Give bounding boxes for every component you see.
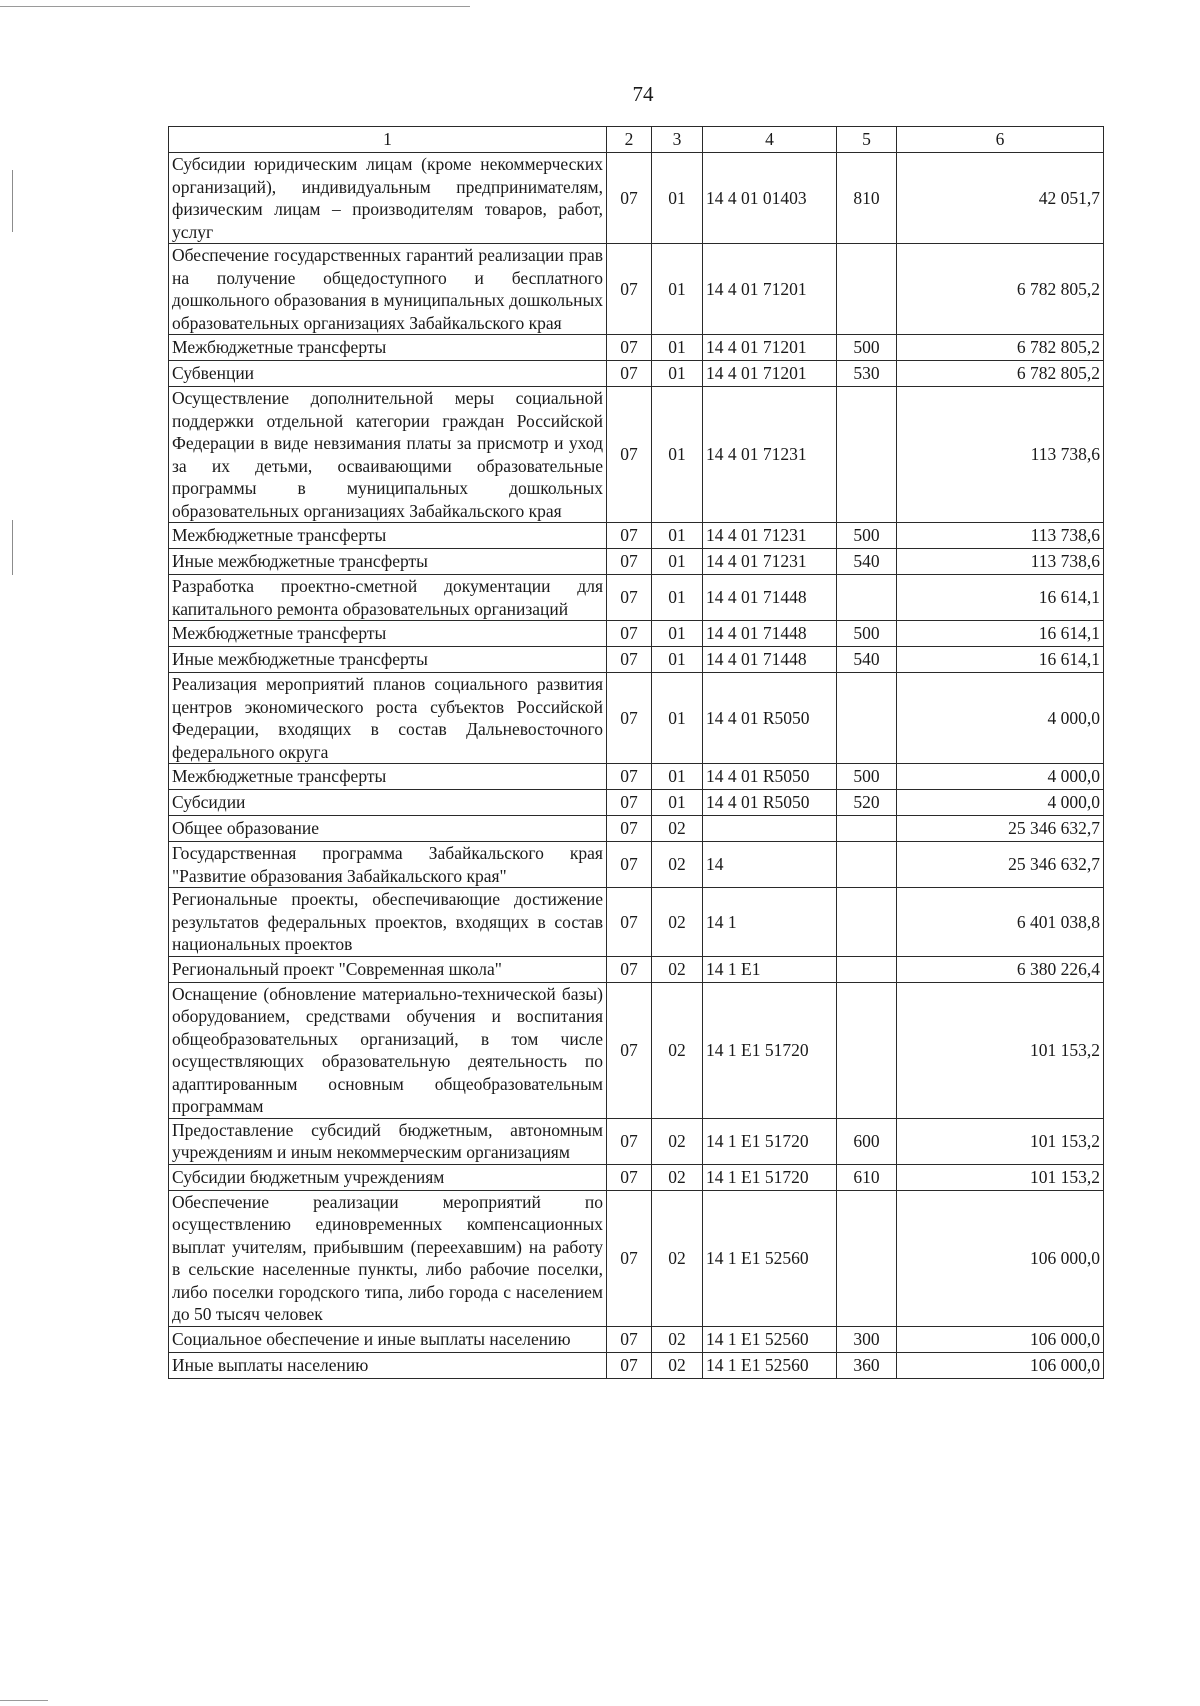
target-article-code: 14 1 E1 51720	[703, 1118, 837, 1164]
section-code: 07	[607, 888, 652, 957]
table-body	[169, 153, 1104, 1379]
expense-type-code	[837, 1190, 897, 1326]
expense-type-code	[837, 575, 897, 621]
subsection-code: 01	[652, 153, 703, 244]
page-number: 74	[632, 82, 654, 106]
amount: 4 000,0	[897, 764, 1104, 790]
section-code: 07	[607, 956, 652, 982]
expense-name: Обеспечение государственных гарантий реализации прав на получение общедоступного и бесплатного дошкольного образования в муниципальных дошкольных образовательных организациях Забайкальского края	[169, 244, 607, 335]
section-code: 07	[607, 523, 652, 549]
section-code: 07	[607, 244, 652, 335]
section-code: 07	[607, 982, 652, 1118]
subsection-code: 01	[652, 335, 703, 361]
subsection-code: 02	[652, 1326, 703, 1352]
expense-name: Иные межбюджетные трансферты	[169, 647, 607, 673]
scan-artifact-left-2	[12, 520, 13, 575]
section-code: 07	[607, 1190, 652, 1326]
expense-type-code: 500	[837, 335, 897, 361]
expense-type-code	[837, 888, 897, 957]
table-row	[169, 816, 1104, 842]
amount: 101 153,2	[897, 1118, 1104, 1164]
subsection-code: 02	[652, 956, 703, 982]
scan-artifact-left-1	[12, 170, 13, 232]
expense-name: Субсидии бюджетным учреждениям	[169, 1164, 607, 1190]
table-row	[169, 523, 1104, 549]
target-article-code: 14 1 E1 51720	[703, 982, 837, 1118]
section-code: 07	[607, 816, 652, 842]
target-article-code	[703, 816, 837, 842]
expense-type-code: 540	[837, 647, 897, 673]
expense-type-code: 500	[837, 621, 897, 647]
expense-type-code: 360	[837, 1352, 897, 1378]
table-row	[169, 1352, 1104, 1378]
section-code: 07	[607, 1164, 652, 1190]
expense-name: Межбюджетные трансферты	[169, 523, 607, 549]
expense-type-code	[837, 387, 897, 523]
amount: 6 782 805,2	[897, 244, 1104, 335]
expense-name: Региональные проекты, обеспечивающие достижение результатов федеральных проектов, входящих в состав национальных проектов	[169, 888, 607, 957]
table-row	[169, 956, 1104, 982]
expense-name: Осуществление дополнительной меры социальной поддержки отдельной категории граждан Российской Федерации в виде невзимания платы за присмотр и уход за их детьми, осваивающими образовательные программы в муниципальных дошкольных образовательных организациях Забайкальского края	[169, 387, 607, 523]
target-article-code: 14 1 E1 52560	[703, 1190, 837, 1326]
amount: 16 614,1	[897, 647, 1104, 673]
column-header-1: 1	[169, 127, 607, 153]
expense-name: Субсидии	[169, 790, 607, 816]
section-code: 07	[607, 335, 652, 361]
expense-name: Реализация мероприятий планов социального развития центров экономического роста субъектов Российской Федерации, входящих в состав Дальневосточного федерального округа	[169, 673, 607, 764]
expense-name: Общее образование	[169, 816, 607, 842]
section-code: 07	[607, 621, 652, 647]
column-header-3: 3	[652, 127, 703, 153]
expense-name: Субсидии юридическим лицам (кроме некоммерческих организаций), индивидуальным предпринимателям, физическим лицам – производителям товаров, работ, услуг	[169, 153, 607, 244]
amount: 106 000,0	[897, 1190, 1104, 1326]
subsection-code: 01	[652, 244, 703, 335]
column-header-6: 6	[897, 127, 1104, 153]
expense-name: Иные выплаты населению	[169, 1352, 607, 1378]
expense-type-code: 810	[837, 153, 897, 244]
amount: 113 738,6	[897, 387, 1104, 523]
subsection-code: 01	[652, 790, 703, 816]
amount: 6 380 226,4	[897, 956, 1104, 982]
target-article-code: 14 1 E1	[703, 956, 837, 982]
expense-name: Межбюджетные трансферты	[169, 335, 607, 361]
expense-type-code: 500	[837, 764, 897, 790]
subsection-code: 01	[652, 575, 703, 621]
target-article-code: 14 4 01 01403	[703, 153, 837, 244]
expense-type-code	[837, 842, 897, 888]
target-article-code: 14 1 E1 51720	[703, 1164, 837, 1190]
subsection-code: 01	[652, 361, 703, 387]
expense-type-code: 500	[837, 523, 897, 549]
target-article-code: 14 1 E1 52560	[703, 1352, 837, 1378]
section-code: 07	[607, 1352, 652, 1378]
expense-name: Межбюджетные трансферты	[169, 621, 607, 647]
expense-name: Обеспечение реализации мероприятий по осуществлению единовременных компенсационных выплат учителям, прибывшим (переехавшим) на работу в сельские населенные пункты, либо рабочие поселки, либо поселки городского типа, либо города с населением до 50 тысяч человек	[169, 1190, 607, 1326]
table-row	[169, 549, 1104, 575]
section-code: 07	[607, 647, 652, 673]
amount: 106 000,0	[897, 1352, 1104, 1378]
column-header-5: 5	[837, 127, 897, 153]
column-header-2: 2	[607, 127, 652, 153]
expense-name: Государственная программа Забайкальского края "Развитие образования Забайкальского края"	[169, 842, 607, 888]
amount: 6 782 805,2	[897, 335, 1104, 361]
target-article-code: 14 4 01 71231	[703, 549, 837, 575]
target-article-code: 14 4 01 71231	[703, 387, 837, 523]
table-row	[169, 1326, 1104, 1352]
amount: 106 000,0	[897, 1326, 1104, 1352]
amount: 16 614,1	[897, 575, 1104, 621]
table-row	[169, 673, 1104, 764]
subsection-code: 01	[652, 387, 703, 523]
table-row	[169, 335, 1104, 361]
subsection-code: 02	[652, 888, 703, 957]
target-article-code: 14 4 01 71201	[703, 335, 837, 361]
target-article-code: 14 4 01 R5050	[703, 673, 837, 764]
table-row	[169, 1118, 1104, 1164]
amount: 25 346 632,7	[897, 816, 1104, 842]
amount: 16 614,1	[897, 621, 1104, 647]
amount: 113 738,6	[897, 523, 1104, 549]
subsection-code: 02	[652, 1190, 703, 1326]
section-code: 07	[607, 1326, 652, 1352]
amount: 4 000,0	[897, 790, 1104, 816]
expense-type-code: 610	[837, 1164, 897, 1190]
table-row	[169, 888, 1104, 957]
section-code: 07	[607, 673, 652, 764]
table-row	[169, 621, 1104, 647]
section-code: 07	[607, 1118, 652, 1164]
target-article-code: 14 4 01 71448	[703, 575, 837, 621]
amount: 6 401 038,8	[897, 888, 1104, 957]
expense-type-code: 300	[837, 1326, 897, 1352]
expense-name: Региональный проект "Современная школа"	[169, 956, 607, 982]
target-article-code: 14 4 01 71448	[703, 621, 837, 647]
target-article-code: 14 1 E1 52560	[703, 1326, 837, 1352]
table-row	[169, 982, 1104, 1118]
expense-type-code: 540	[837, 549, 897, 575]
expense-type-code: 530	[837, 361, 897, 387]
target-article-code: 14 4 01 71231	[703, 523, 837, 549]
subsection-code: 01	[652, 549, 703, 575]
table-row	[169, 361, 1104, 387]
amount: 6 782 805,2	[897, 361, 1104, 387]
subsection-code: 01	[652, 647, 703, 673]
amount: 42 051,7	[897, 153, 1104, 244]
expense-name: Субвенции	[169, 361, 607, 387]
target-article-code: 14 4 01 71448	[703, 647, 837, 673]
expense-type-code	[837, 673, 897, 764]
amount: 101 153,2	[897, 982, 1104, 1118]
subsection-code: 02	[652, 1164, 703, 1190]
expense-type-code	[837, 982, 897, 1118]
section-code: 07	[607, 790, 652, 816]
expense-name: Иные межбюджетные трансферты	[169, 549, 607, 575]
table-row	[169, 244, 1104, 335]
scan-artifact-bottom	[0, 1700, 48, 1701]
amount: 25 346 632,7	[897, 842, 1104, 888]
subsection-code: 02	[652, 982, 703, 1118]
expense-name: Социальное обеспечение и иные выплаты населению	[169, 1326, 607, 1352]
table-row	[169, 764, 1104, 790]
target-article-code: 14 4 01 71201	[703, 244, 837, 335]
budget-table	[168, 126, 1104, 1379]
table-row	[169, 1164, 1104, 1190]
section-code: 07	[607, 842, 652, 888]
scan-artifact-top	[0, 6, 470, 7]
target-article-code: 14 4 01 71201	[703, 361, 837, 387]
target-article-code: 14 4 01 R5050	[703, 764, 837, 790]
expense-name: Предоставление субсидий бюджетным, автономным учреждениям и иным некоммерческим организациям	[169, 1118, 607, 1164]
table-row	[169, 842, 1104, 888]
column-header-4: 4	[703, 127, 837, 153]
subsection-code: 02	[652, 842, 703, 888]
subsection-code: 01	[652, 673, 703, 764]
expense-type-code	[837, 244, 897, 335]
table-header-row	[169, 127, 1104, 153]
expense-type-code: 600	[837, 1118, 897, 1164]
amount: 113 738,6	[897, 549, 1104, 575]
subsection-code: 01	[652, 523, 703, 549]
expense-name: Разработка проектно-сметной документации для капитального ремонта образовательных организаций	[169, 575, 607, 621]
subsection-code: 02	[652, 1352, 703, 1378]
section-code: 07	[607, 153, 652, 244]
expense-name: Межбюджетные трансферты	[169, 764, 607, 790]
target-article-code: 14	[703, 842, 837, 888]
section-code: 07	[607, 361, 652, 387]
expense-type-code	[837, 956, 897, 982]
section-code: 07	[607, 387, 652, 523]
section-code: 07	[607, 764, 652, 790]
expense-type-code	[837, 816, 897, 842]
target-article-code: 14 1	[703, 888, 837, 957]
subsection-code: 02	[652, 816, 703, 842]
expense-type-code: 520	[837, 790, 897, 816]
table-row	[169, 153, 1104, 244]
amount: 4 000,0	[897, 673, 1104, 764]
table-row	[169, 387, 1104, 523]
expense-name: Оснащение (обновление материально-технической базы) оборудованием, средствами обучения и воспитания общеобразовательных организаций, в том числе осуществляющих образовательную деятельность по адаптированным основным общеобразовательным программам	[169, 982, 607, 1118]
section-code: 07	[607, 575, 652, 621]
subsection-code: 01	[652, 621, 703, 647]
amount: 101 153,2	[897, 1164, 1104, 1190]
subsection-code: 02	[652, 1118, 703, 1164]
table-row	[169, 1190, 1104, 1326]
table-row	[169, 790, 1104, 816]
table-row	[169, 575, 1104, 621]
section-code: 07	[607, 549, 652, 575]
target-article-code: 14 4 01 R5050	[703, 790, 837, 816]
table-row	[169, 647, 1104, 673]
subsection-code: 01	[652, 764, 703, 790]
